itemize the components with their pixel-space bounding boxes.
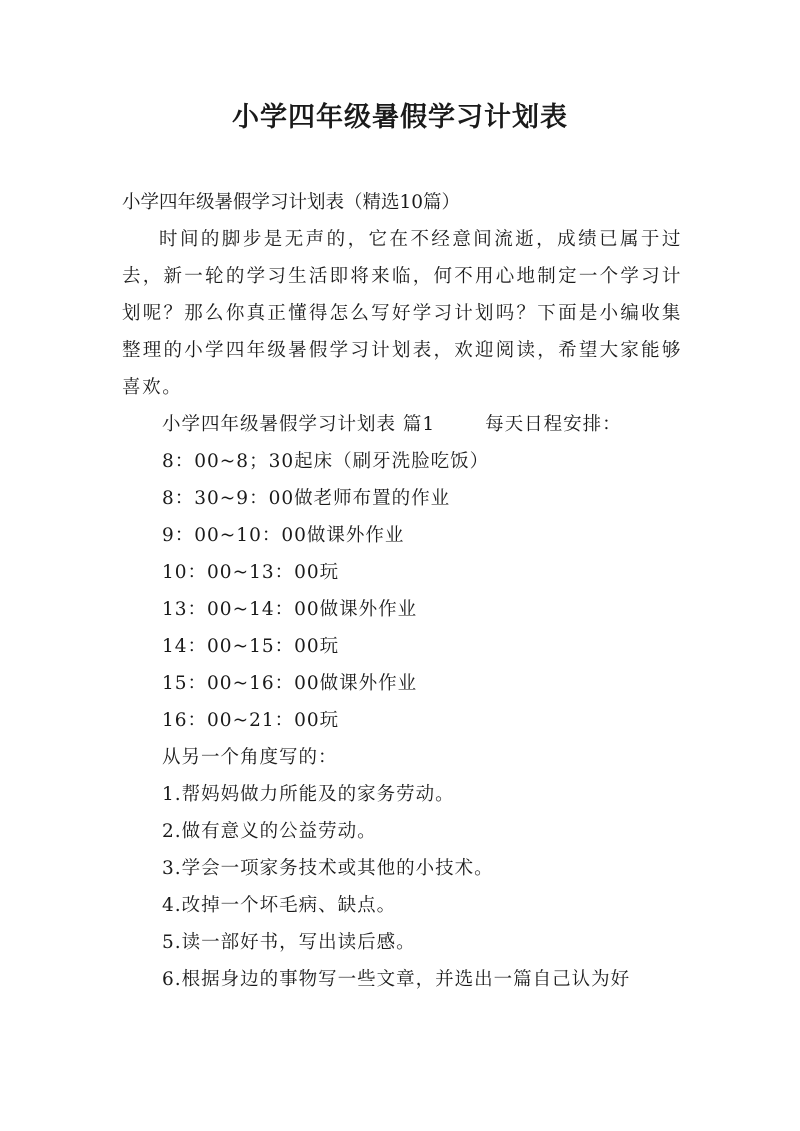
schedule-item: 13：00~14：00做课外作业: [162, 599, 418, 620]
schedule-item: 10：00~13：00玩: [162, 562, 340, 583]
schedule-item: 15：00~16：00做课外作业: [162, 673, 418, 694]
list-item: 6.根据身边的事物写一些文章，并选出一篇自己认为好: [162, 969, 631, 990]
intro-paragraph: 时间的脚步是无声的，它在不经意间流逝，成绩已属于过去，新一轮的学习生活即将来临，何不用心地制定一个学习计划呢？那么你真正懂得怎么写好学习计划吗？下面是小编收集整理的小学四年级暑假学习计划表，欢迎阅读，希望大家能够喜欢。: [122, 229, 682, 398]
list-item: 1.帮妈妈做力所能及的家务劳动。: [162, 784, 455, 805]
list-item: 2.做有意义的公益劳动。: [162, 821, 377, 842]
schedule-item: 16：00~21：00玩: [162, 710, 340, 731]
schedule-heading: 每天日程安排：: [485, 414, 622, 435]
schedule-item: 8：30~9：00做老师布置的作业: [162, 488, 451, 509]
schedule-item: 8：00~8；30起床（刷牙洗脸吃饭）: [162, 451, 490, 472]
schedule-item: 14：00~15：00玩: [162, 636, 340, 657]
list-item: 4.改掉一个坏毛病、缺点。: [162, 895, 397, 916]
schedule-item: 9：00~10：00做课外作业: [162, 525, 405, 546]
document-subtitle: 小学四年级暑假学习计划表（精选10篇）: [122, 192, 461, 213]
document-title: 小学四年级暑假学习计划表: [232, 102, 568, 133]
angle-heading: 从另一个角度写的：: [162, 747, 338, 768]
document-body: [122, 184, 682, 998]
list-item: 3.学会一项家务技术或其他的小技术。: [162, 858, 494, 879]
section-heading-line: [122, 406, 682, 443]
list-item: 5.读一部好书，写出读后感。: [162, 932, 416, 953]
section-heading: 小学四年级暑假学习计划表 篇1: [162, 414, 436, 435]
